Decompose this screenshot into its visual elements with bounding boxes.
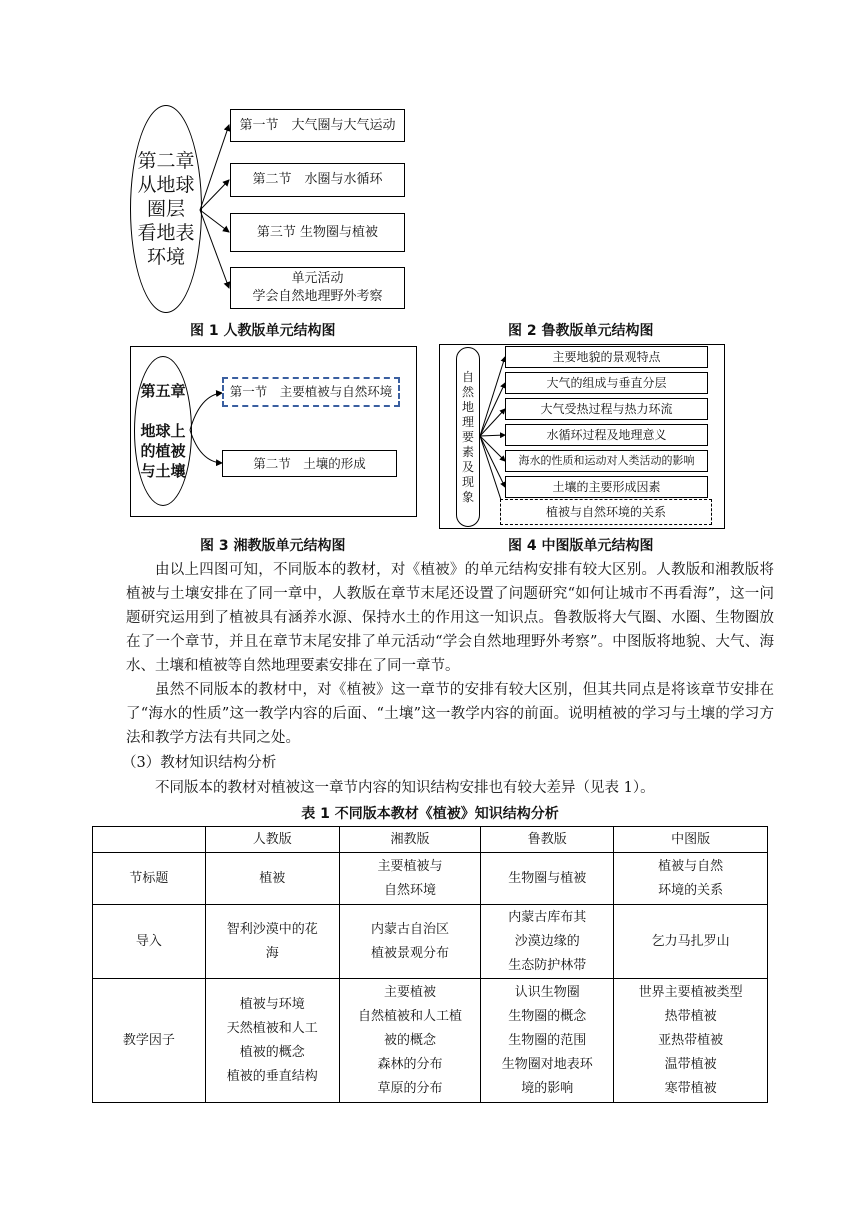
table-row <box>93 905 768 979</box>
fig4-item-6: 土壤的主要形成因素 <box>505 476 708 498</box>
fig4-item-2: 大气的组成与垂直分层 <box>505 372 708 394</box>
fig3-item-2: 第二节 土壤的形成 <box>222 450 397 477</box>
fig1-item-2: 第二节 水圈与水循环 <box>230 163 405 197</box>
table-cell: 主要植被 自然植被和人工植 被的概念 森林的分布 草原的分布 <box>339 979 481 1103</box>
table-cell: 主要植被与 自然环境 <box>339 853 481 905</box>
paragraph-1: 由以上四图可知，不同版本的教材，对《植被》的单元结构安排有较大区别。人教版和湘教版将植被与土壤安排在了同一章中，人教版在章节末尾还设置了问题研究“如何让城市不再看海”，这一问题研究运用到了植被具有涵养水源、保持水土的作用这一知识点。鲁教版将大气圈、水圈、生物圈放在了一个章节，并且在章节末尾安排了单元活动“学会自然地理野外考察”。中图版将地貌、大气、海水、土壤和植被等自然地理要素安排在了同一章节。 <box>126 562 774 674</box>
table-cell: 世界主要植被类型 热带植被 亚热带植被 温带植被 寒带植被 <box>614 979 768 1103</box>
table-cell: 认识生物圈 生物圈的概念 生物圈的范围 生物圈对地表环 境的影响 <box>481 979 614 1103</box>
table-cell: 乞力马扎罗山 <box>614 905 768 979</box>
fig1-item-3: 第三节 生物圈与植被 <box>230 213 405 252</box>
fig4-connectors <box>0 0 860 540</box>
table-cell: 智利沙漠中的花 海 <box>205 905 339 979</box>
table-header-row <box>93 827 768 853</box>
fig4-item-1: 主要地貌的景观特点 <box>505 346 708 368</box>
paragraph-3-wrap <box>126 776 774 800</box>
table-cell: 植被与环境 天然植被和人工 植被的概念 植被的垂直结构 <box>205 979 339 1103</box>
table-header: 鲁教版 <box>481 827 614 853</box>
table-header: 人教版 <box>205 827 339 853</box>
fig3-chapter-oval: 第五章 地球上 的植被 与土壤 <box>134 356 192 506</box>
fig4-oval: 自 然 地 理 要 素 及 现 象 <box>456 347 480 527</box>
fig4-item-7: 植被与自然环境的关系 <box>500 499 712 525</box>
table-cell: 生物圈与植被 <box>481 853 614 905</box>
section-heading: （3）教材知识结构分析 <box>122 755 277 771</box>
table-cell: 植被 <box>205 853 339 905</box>
knowledge-structure-table <box>92 826 768 1103</box>
table-header: 湘教版 <box>339 827 481 853</box>
fig1-item-4: 单元活动 学会自然地理野外考察 <box>230 267 405 309</box>
fig1-chapter-oval: 第二章 从地球 圈层 看地表 环境 <box>130 105 202 313</box>
fig4-item-3: 大气受热过程与热力环流 <box>505 398 708 420</box>
table-header <box>93 827 206 853</box>
table-caption: 表 1 不同版本教材《植被》知识结构分析 <box>301 806 559 822</box>
body-text <box>126 558 774 750</box>
fig4-item-5: 海水的性质和运动对人类活动的影响 <box>505 450 708 472</box>
fig3-caption: 图 3 湘教版单元结构图 <box>200 538 346 554</box>
table-row <box>93 979 768 1103</box>
table-cell: 节标题 <box>93 853 206 905</box>
paragraph-3: 不同版本的教材对植被这一章节内容的知识结构安排也有较大差异（见表 1）。 <box>155 780 655 796</box>
fig1-caption: 图 1 人教版单元结构图 <box>190 323 336 339</box>
table-cell: 内蒙古库布其 沙漠边缘的 生态防护林带 <box>481 905 614 979</box>
fig3-item-1: 第一节 主要植被与自然环境 <box>222 377 400 407</box>
table-cell: 教学因子 <box>93 979 206 1103</box>
paragraph-2: 虽然不同版本的教材中，对《植被》这一章节的安排有较大区别，但其共同点是将该章节安排在了“海水的性质”这一教学内容的后面、“土壤”这一教学内容的前面。说明植被的学习与土壤的学习方法和教学方法有共同之处。 <box>126 682 774 746</box>
fig1-item-1: 第一节 大气圈与大气运动 <box>230 109 405 142</box>
table-cell: 内蒙古自治区 植被景观分布 <box>339 905 481 979</box>
fig4-item-4: 水循环过程及地理意义 <box>505 424 708 446</box>
table-cell: 植被与自然 环境的关系 <box>614 853 768 905</box>
fig4-caption: 图 4 中图版单元结构图 <box>508 538 654 554</box>
table-row <box>93 853 768 905</box>
fig2-caption: 图 2 鲁教版单元结构图 <box>508 323 654 339</box>
table-cell: 导入 <box>93 905 206 979</box>
table-header: 中图版 <box>614 827 768 853</box>
